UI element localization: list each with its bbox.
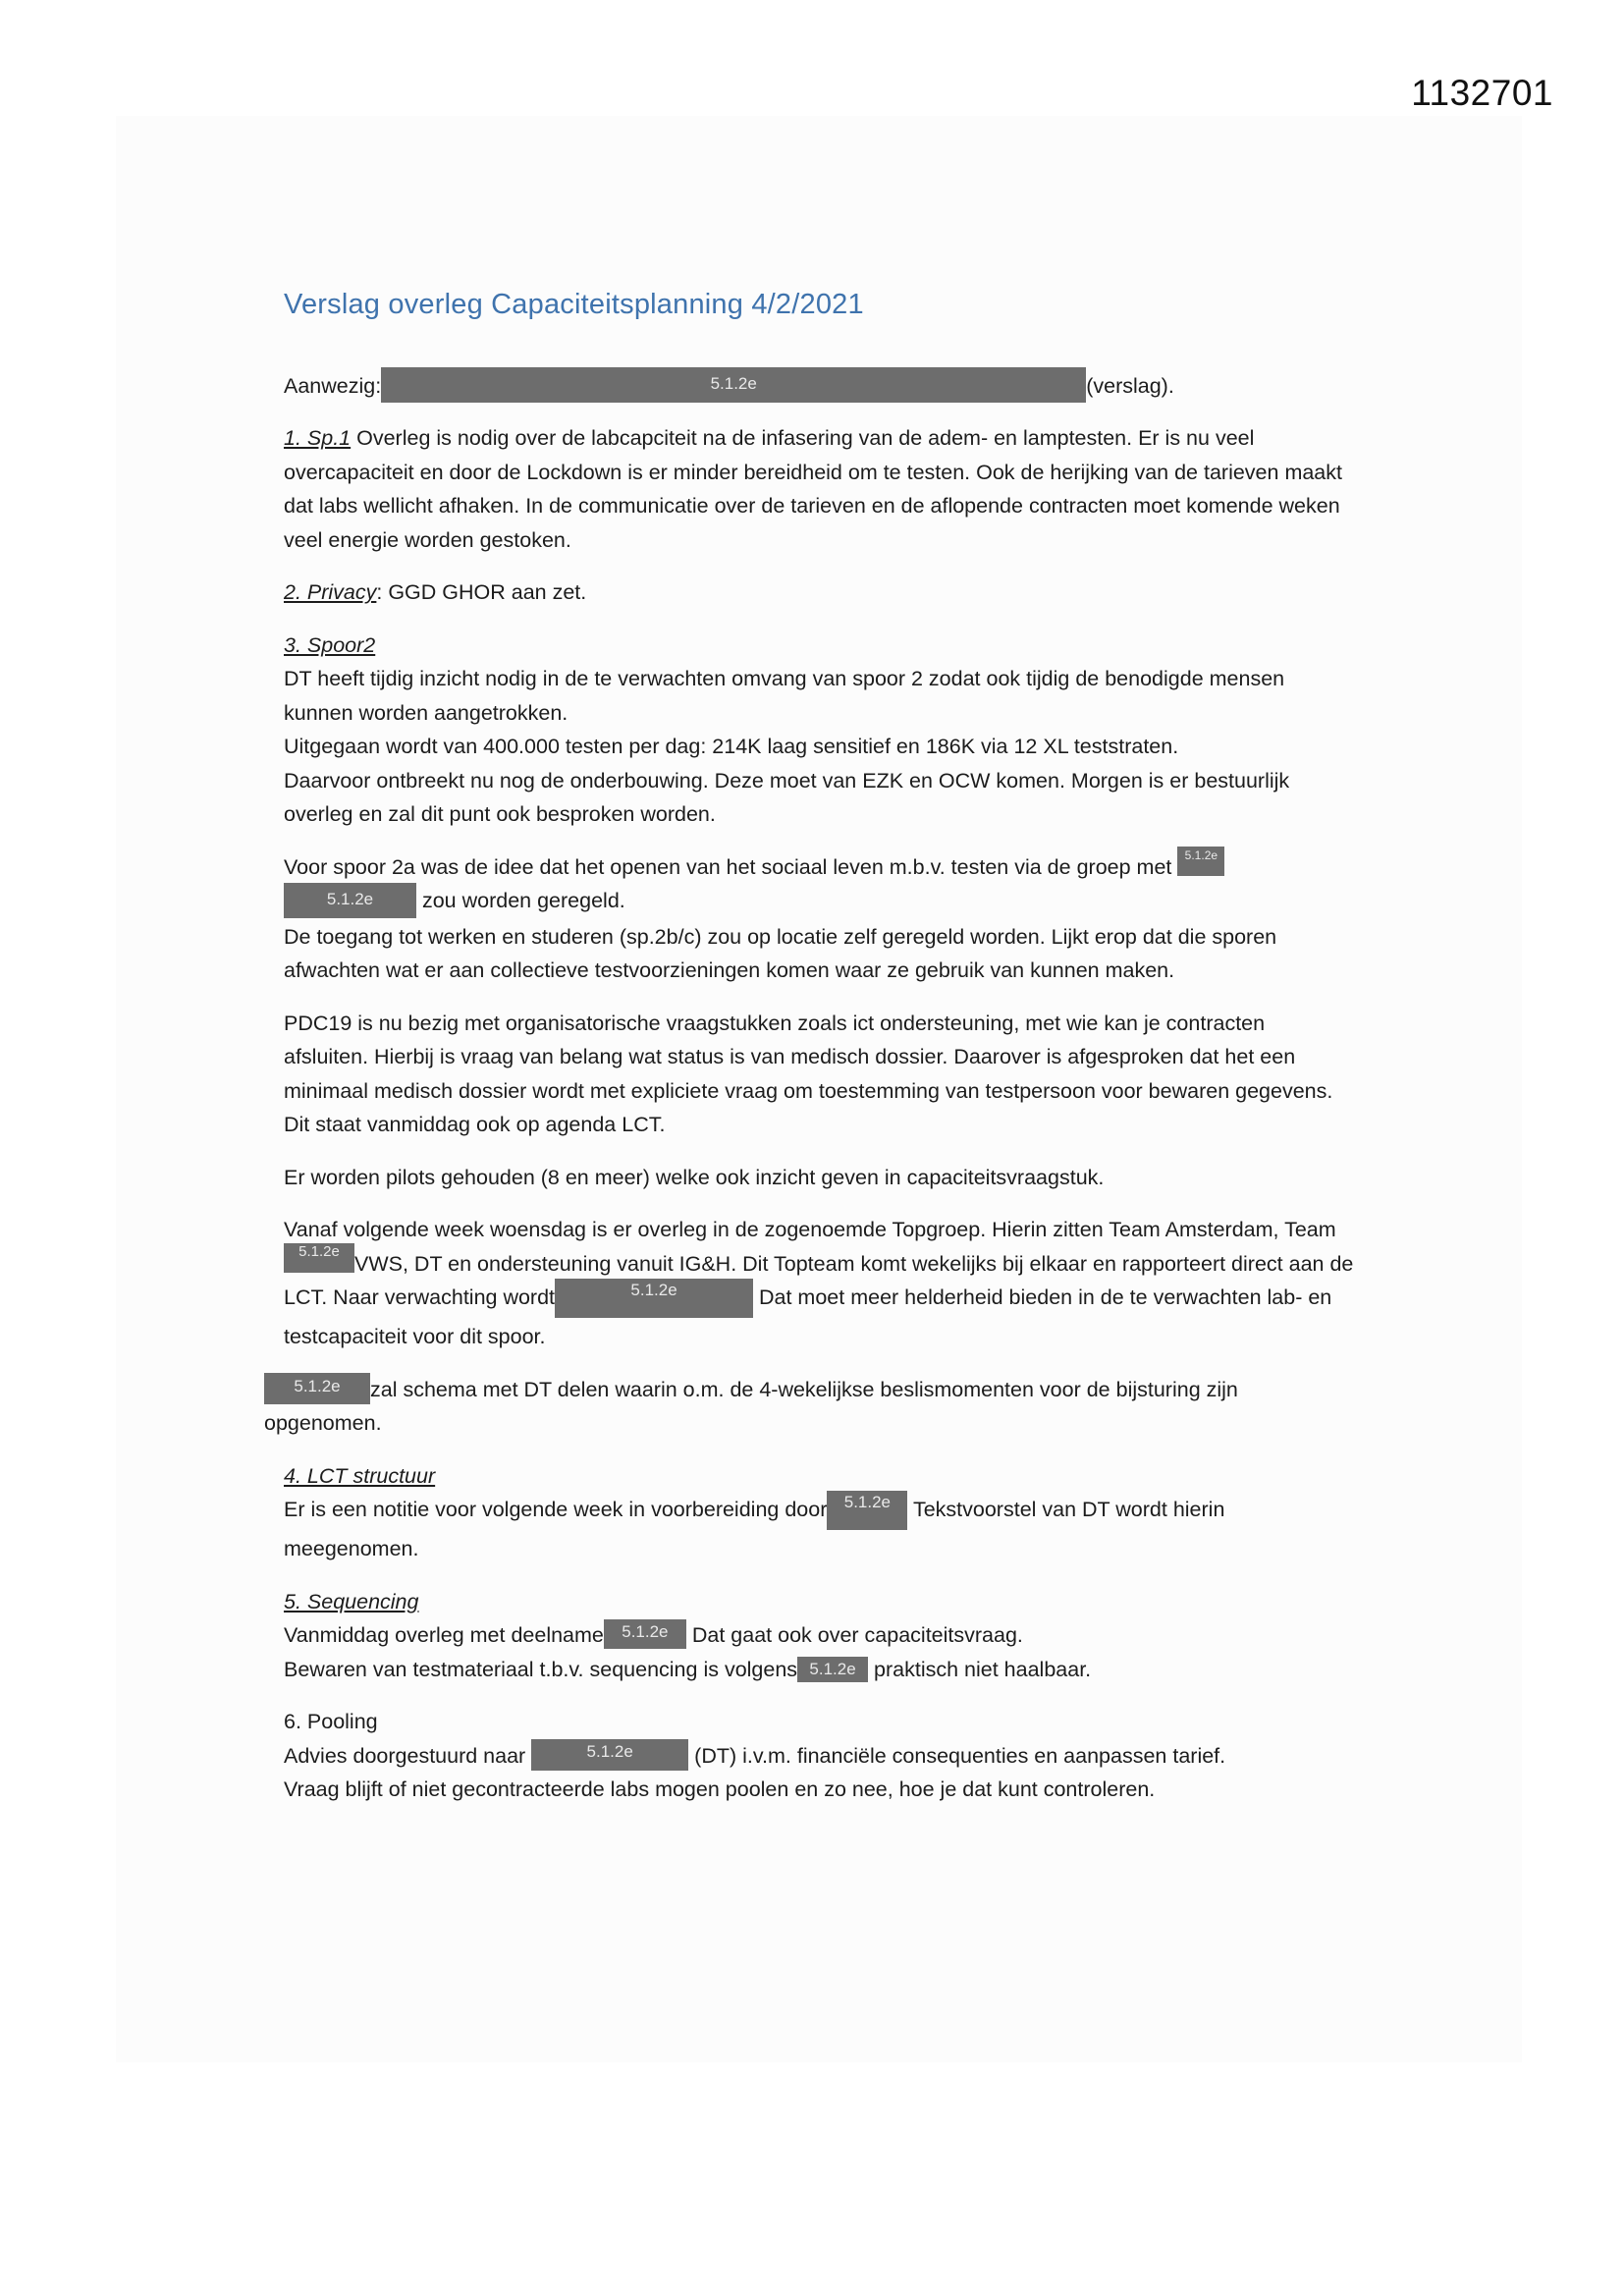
paragraph-text: Bewaren van testmateriaal t.b.v. sequencing is volgens: [284, 1657, 798, 1681]
topgroep-paragraph: [284, 1213, 1354, 1354]
redaction-block: 5.1.2e: [797, 1657, 868, 1682]
paragraph-text: Dat gaat ook over capaciteitsvraag.: [685, 1623, 1023, 1648]
section-4: [284, 1459, 1354, 1566]
attendees-label: Aanwezig:: [284, 374, 382, 398]
paragraph-text: De toegang tot werken en studeren (sp.2b/c) zou op locatie zelf geregeld worden. Lijkt erop dat die sporen afwachten wat er aan collectieve testvoorzieningen komen waar ze gebruik van kunnen maken.: [284, 924, 1277, 983]
section-5: [284, 1585, 1354, 1687]
paragraph-text: Advies doorgestuurd naar: [284, 1743, 532, 1768]
document-title: Verslag overleg Capaciteitsplanning 4/2/2021: [284, 289, 864, 320]
redaction-block: 5.1.2e: [381, 367, 1086, 403]
section-2-heading: 2. Privacy: [284, 580, 377, 605]
redaction-block: 5.1.2e: [555, 1279, 753, 1318]
paragraph-text: Voor spoor 2a was de idee dat het openen van het sociaal leven m.b.v. testen via de groep met: [284, 854, 1178, 879]
section-3-paragraph: DT heeft tijdig inzicht nodig in de te verwachten omvang van spoor 2 zodat ook tijdig de benodigde mensen kunnen worden aangetrokken.: [284, 667, 1285, 725]
attendees-line: [284, 369, 1354, 405]
section-5-heading: 5. Sequencing: [284, 1589, 419, 1613]
section-6: [284, 1705, 1354, 1807]
pdc19-paragraph: PDC19 is nu bezig met organisatorische vraagstukken zoals ict ondersteuning, met wie kan je contracten afsluiten. Hierbij is vraag van belang wat status is van medisch dossier. Daarover is afgesproken dat het een minimaal medisch dossier wordt met expliciete vraag om toestemming van testpersoon voor bewaren gegevens. Dit staat vanmiddag ook op agenda LCT.: [284, 1011, 1333, 1137]
schema-paragraph: [264, 1373, 1354, 1441]
redaction-block: 5.1.2e: [264, 1373, 370, 1404]
section-1-heading: 1. Sp.1: [284, 426, 352, 451]
section-3-paragraph: Uitgegaan wordt van 400.000 testen per dag: 214K laag sensitief en 186K via 12 XL teststraten.: [284, 735, 1179, 759]
paragraph-text: praktisch niet haalbaar.: [868, 1657, 1092, 1681]
redaction-block: 5.1.2e: [604, 1619, 686, 1649]
section-2-text: : GGD GHOR aan zet.: [376, 580, 587, 605]
paragraph-text: Er is een notitie voor volgende week in voorbereiding door: [284, 1498, 828, 1522]
paragraph-text: zou worden geregeld.: [416, 889, 625, 913]
paragraph-text: VWS, DT en ondersteuning vanuit IG&H. Dit Topteam komt wekelijks bij elkaar en rapporteert direct aan de LCT. Naar verwachting wordt: [284, 1251, 1354, 1310]
document-body: [264, 285, 1354, 1826]
section-1: [284, 421, 1354, 557]
section-3: [284, 629, 1354, 832]
section-2: [284, 575, 1354, 610]
document-id: 1132701: [1411, 73, 1553, 113]
redaction-block: 5.1.2e: [531, 1739, 688, 1771]
redaction-block: 5.1.2e: [284, 883, 416, 918]
section-1-text: Overleg is nodig over de labcapciteit na de infasering van de adem- en lamptesten. Er is nu veel overcapaciteit en door de Lockdown is er minder bereidheid om te testen. Ook de herijking van de tarieven maakt dat labs wellicht afhaken. In de communicatie over de tarieven en de aflopende contracten moet komende weken veel energie worden gestoken.: [284, 426, 1342, 552]
paragraph-text: Vanaf volgende week woensdag is er overleg in de zogenoemde Topgroep. Hierin zitten Team Amsterdam, Team: [284, 1218, 1336, 1242]
paragraph-text: zal schema met DT delen waarin o.m. de 4-wekelijkse beslismomenten voor de bijsturing zijn opgenomen.: [264, 1377, 1238, 1436]
section-6-heading: 6. Pooling: [284, 1710, 378, 1734]
section-3-heading: 3. Spoor2: [284, 632, 376, 657]
paragraph-text: Vraag blijft of niet gecontracteerde labs mogen poolen en zo nee, hoe je dat kunt controleren.: [284, 1777, 1156, 1802]
paragraph-text: Tekstvoorstel van DT wordt hierin meegenomen.: [284, 1498, 1225, 1561]
attendees-suffix: (verslag).: [1086, 374, 1174, 398]
paragraph-text: Vanmiddag overleg met deelname: [284, 1623, 604, 1648]
paragraph-text: Dat moet meer helderheid bieden in de te verwachten lab- en testcapaciteit voor dit spoor.: [284, 1285, 1332, 1349]
pilots-paragraph: Er worden pilots gehouden (8 en meer) welke ook inzicht geven in capaciteitsvraagstuk.: [284, 1165, 1105, 1189]
redaction-block: 5.1.2e: [284, 1243, 354, 1273]
section-3-paragraph: Daarvoor ontbreekt nu nog de onderbouwing. Deze moet van EZK en OCW komen. Morgen is er bestuurlijk overleg en zal dit punt ook besproken worden.: [284, 768, 1290, 827]
redaction-block: 5.1.2e: [827, 1491, 907, 1530]
redaction-block: 5.1.2e: [1177, 847, 1224, 876]
paragraph-text: (DT) i.v.m. financiële consequenties en aanpassen tarief.: [688, 1743, 1226, 1768]
section-4-heading: 4. LCT structuur: [284, 1463, 436, 1488]
spoor-2a-paragraph: [284, 847, 1354, 988]
